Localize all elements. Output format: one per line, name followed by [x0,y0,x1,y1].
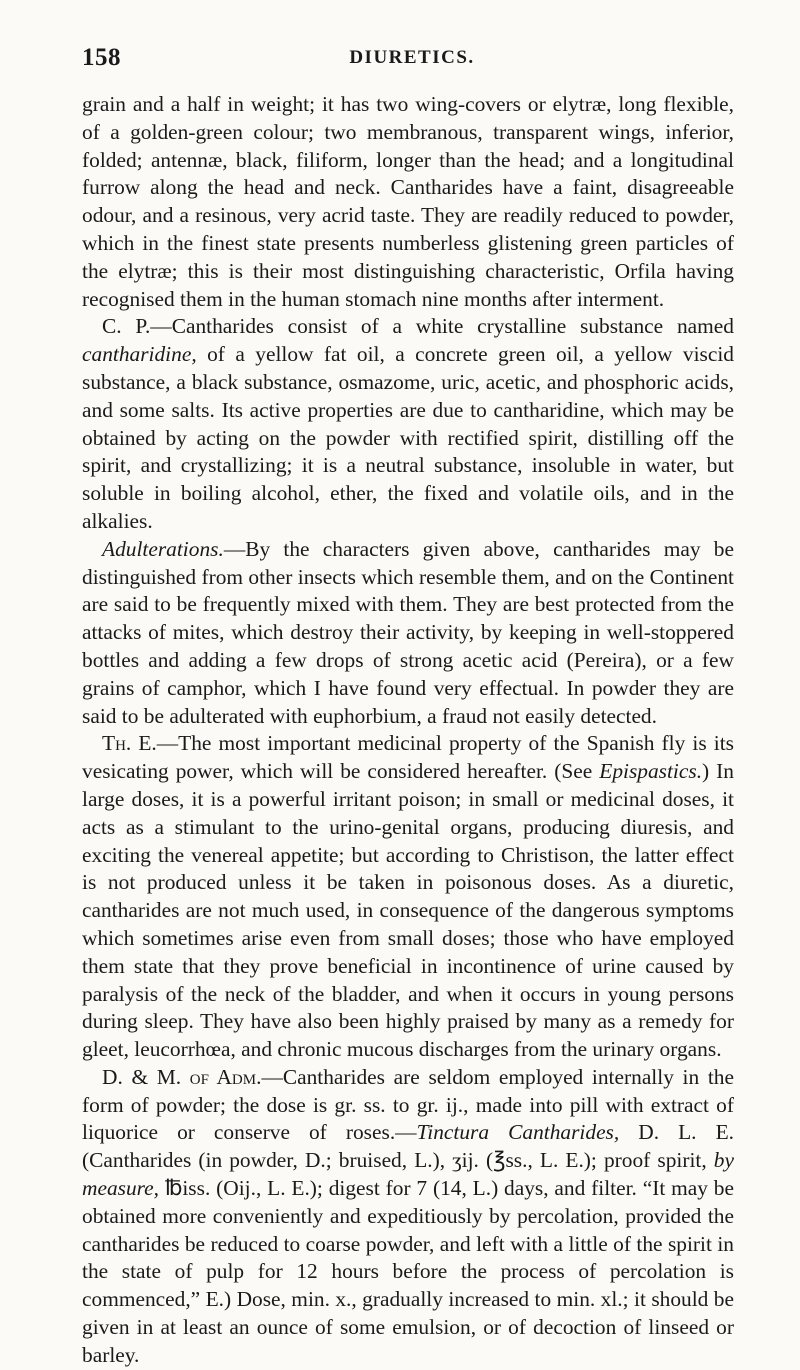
body-text [82,91,734,1370]
paragraph-text: —Cantharides are seldom employed internally in the form of powder; the dose is gr. ss. to gr. ij., made into pill with extract of liquorice or conserve of roses.— [82,1064,734,1145]
paragraph-dose-administration [82,1064,734,1370]
paragraph-chemical-properties [82,313,734,535]
section-lead-th-e: Th. E. [102,731,157,756]
paragraph-text: —Cantharides consist of a white crystalline substance named [150,314,734,339]
paragraph-text: —The most important medicinal property of the Spanish fly is its vesicating power, which will be considered hereafter. (See [82,731,735,784]
paragraph-text: —By the characters given above, cantharides may be distinguished from other insects which resemble them, and on the Continent are said to be frequently mixed with them. They are best protected from the attacks of mites, which destroy their activity, by keeping in well-stoppered bottles and adding a few drops of strong acetic acid (Pereira), or a few grains of camphor, which I have found very effectual. In powder they are said to be adulterated with euphorbium, a fraud not easily detected. [82,536,734,728]
italic-term: by measure, [82,1148,734,1201]
italic-term: cantharidine, [82,342,197,367]
paragraph-text: of a yellow fat oil, a concrete green oil, a yellow viscid substance, a black substance, osmazome, uric, acetic, and phosphoric acids, and some salts. Its active properties are due to cantharidine, which may be obtained by acting on the powder with rectified spirit, distilling off the spirit, and crystallizing; it is a neutral substance, insoluble in water, but soluble in boiling alcohol, ether, the fixed and volatile oils, and in the alkalies. [82,342,734,533]
section-lead-adulterations: Adulterations. [102,536,224,561]
italic-term: Epispastics. [599,759,703,784]
paragraph-description: grain and a half in weight; it has two wing-covers or elytræ, long flexible, of a golden-green colour; two membranous, transparent wings, inferior, folded; antennæ, black, filiform, longer than the head; and a longitudinal furrow along the head and neck. Cantharides have a faint, disagreeable odour, and a resinous, very acrid taste. They are readily reduced to powder, which in the finest state presents numberless glistening green particles of the elytræ; this is their most distinguishing characteristic, Orfila having recognised them in the human stomach nine months after interment. [82,92,734,311]
paragraph-text: D. L. E. (Cantharides (in powder, D.; bruised, L.), ʒij. (℥ss., L. E.); proof spirit, [82,1120,734,1173]
italic-term: Tinctura Cantharides, [416,1120,620,1145]
page-number: 158 [82,44,121,71]
section-lead-dm-adm: D. & M. of Adm. [102,1064,262,1089]
paragraph-text: ) In large doses, it is a powerful irritant poison; in small or medicinal doses, it acts as a stimulant to the urino-genital organs, producing diuresis, and exciting the venereal appetite; but according to Christison, the latter effect is not produced unless it be taken in poisonous doses. As a diuretic, cantharides are not much used, in consequence of the dangerous symptoms which sometimes arise even from small doses; those who have employed them state that they prove beneficial in incontinence of urine caused by paralysis of the neck of the bladder, and when it occurs in young persons during sleep. They have also been highly praised by many as a remedy for gleet, leucorrhœa, and chronic mucous discharges from the urinary organs. [82,759,734,1062]
paragraph-text: ℔iss. (Oij., L. E.); digest for 7 (14, L.) days, and filter. “It may be obtained more conveniently and expeditiously by percolation, provided the cantharides be reduced to coarse powder, and left with a little of the spirit in the state of pulp for 12 hours before the process of percolation is commenced,” E.) Dose, min. x., gradually increased to min. xl.; it should be given in at least an ounce of some emulsion, or of decoction of linseed or barley. [82,1176,734,1367]
running-head: DIURETICS. [349,47,475,68]
paragraph-therapeutic-effects [82,730,734,1064]
page-header [82,44,742,74]
section-lead-cp: C. P. [102,314,151,339]
paragraph-adulterations [82,536,734,731]
